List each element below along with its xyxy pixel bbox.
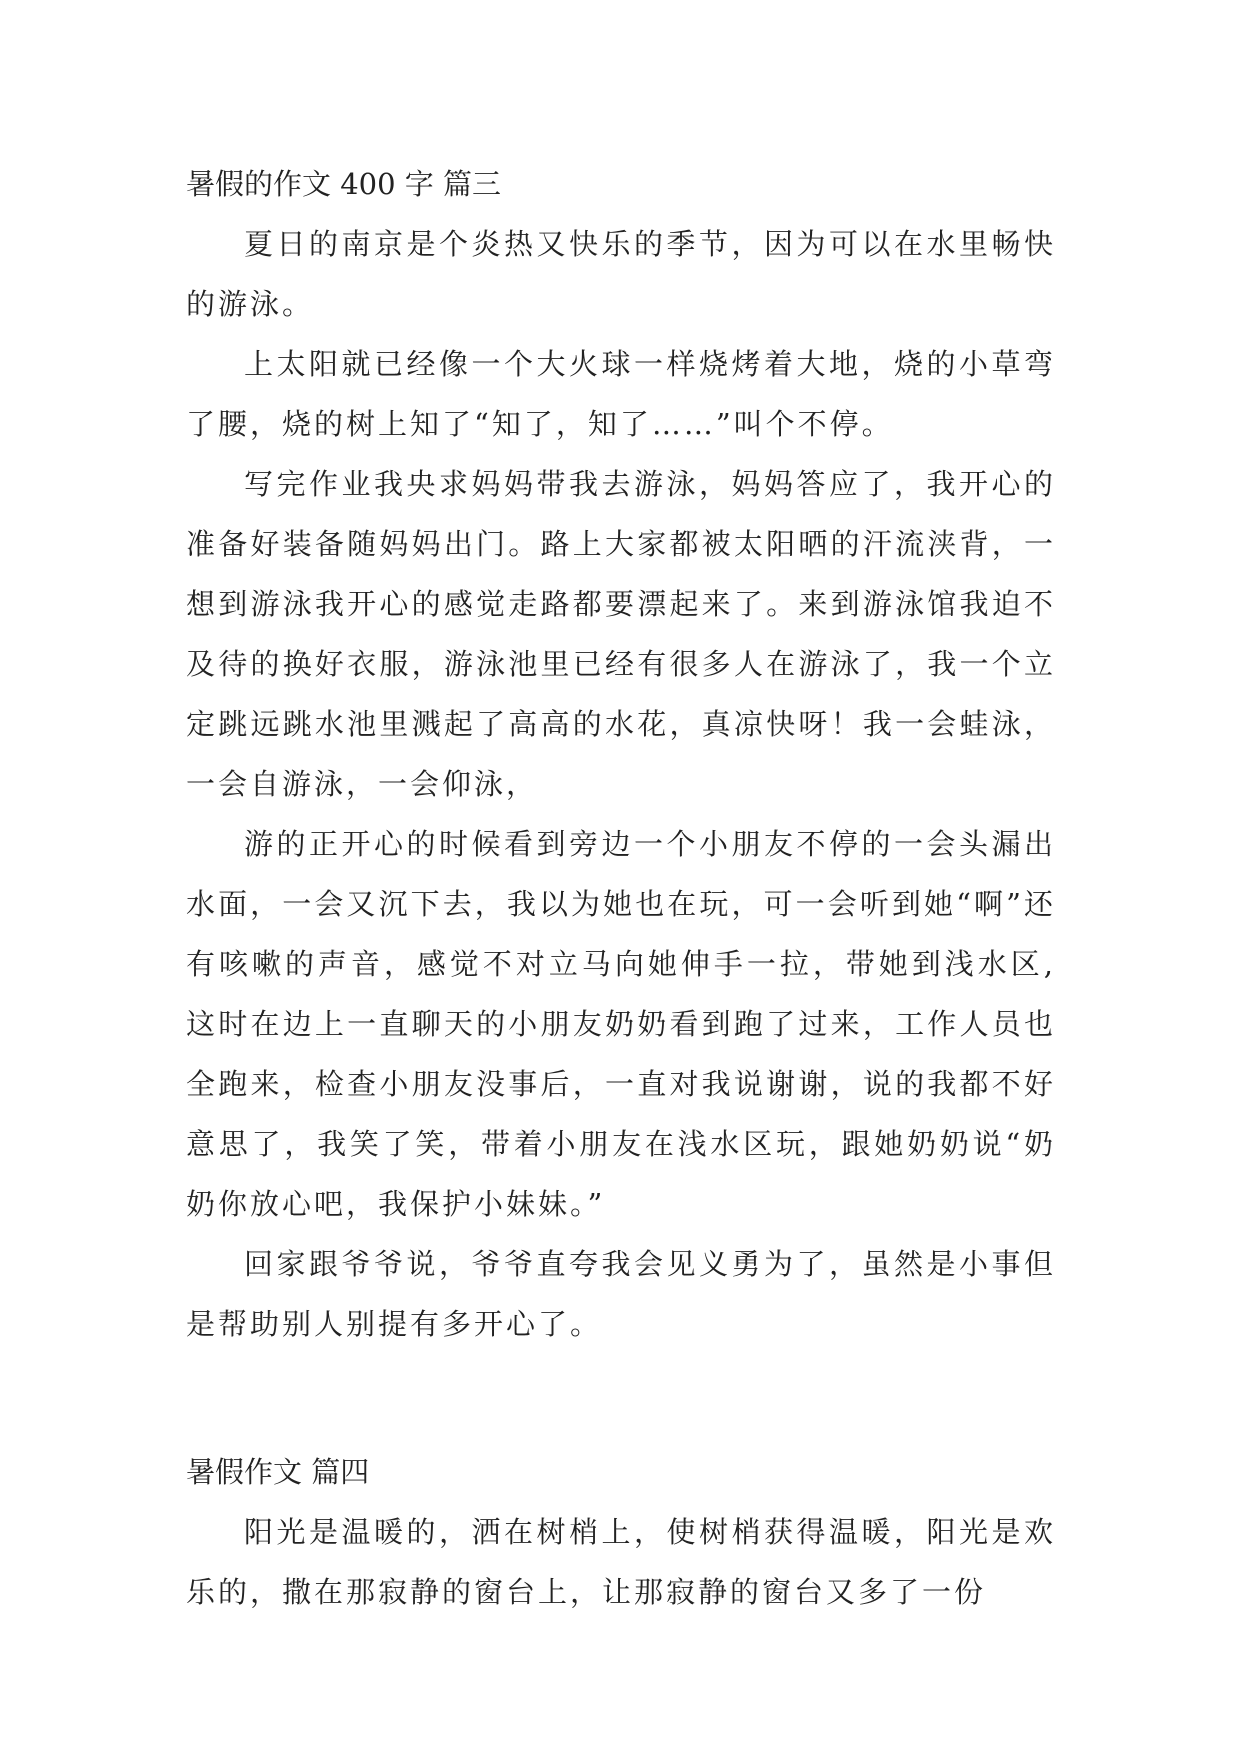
paragraph: 夏日的南京是个炎热又快乐的季节，因为可以在水里畅快的游泳。 (186, 227, 1056, 321)
document-body (186, 154, 1056, 1622)
section-heading: 暑假的作文 400 字 篇三 (186, 167, 502, 201)
essay-section-4 (186, 1442, 1056, 1622)
section-spacer (186, 1354, 1056, 1442)
section-heading: 暑假作文 篇四 (186, 1455, 370, 1489)
paragraph: 上太阳就已经像一个大火球一样烧烤着大地，烧的小草弯了腰，烧的树上知了“知了，知了……”叫个不停。 (186, 347, 1056, 441)
paragraph: 回家跟爷爷说，爷爷直夸我会见义勇为了，虽然是小事但是帮助别人别提有多开心了。 (186, 1247, 1056, 1341)
paragraph: 写完作业我央求妈妈带我去游泳，妈妈答应了，我开心的准备好装备随妈妈出门。路上大家都被太阳晒的汗流浃背，一想到游泳我开心的感觉走路都要漂起来了。来到游泳馆我迫不及待的换好衣服，游泳池里已经有很多人在游泳了，我一个立定跳远跳水池里溅起了高高的水花，真凉快呀！我一会蛙泳，一会自游泳，一会仰泳， (186, 467, 1056, 801)
paragraph: 游的正开心的时候看到旁边一个小朋友不停的一会头漏出水面，一会又沉下去，我以为她也在玩，可一会听到她“啊”还有咳嗽的声音，感觉不对立马向她伸手一拉，带她到浅水区,这时在边上一直聊天的小朋友奶奶看到跑了过来，工作人员也全跑来，检查小朋友没事后，一直对我说谢谢，说的我都不好意思了，我笑了笑，带着小朋友在浅水区玩，跟她奶奶说“奶奶你放心吧，我保护小妹妹。” (186, 827, 1056, 1221)
paragraph: 阳光是温暖的，洒在树梢上，使树梢获得温暖，阳光是欢乐的，撒在那寂静的窗台上，让那寂静的窗台又多了一份 (186, 1515, 1056, 1609)
essay-section-3 (186, 154, 1056, 1354)
